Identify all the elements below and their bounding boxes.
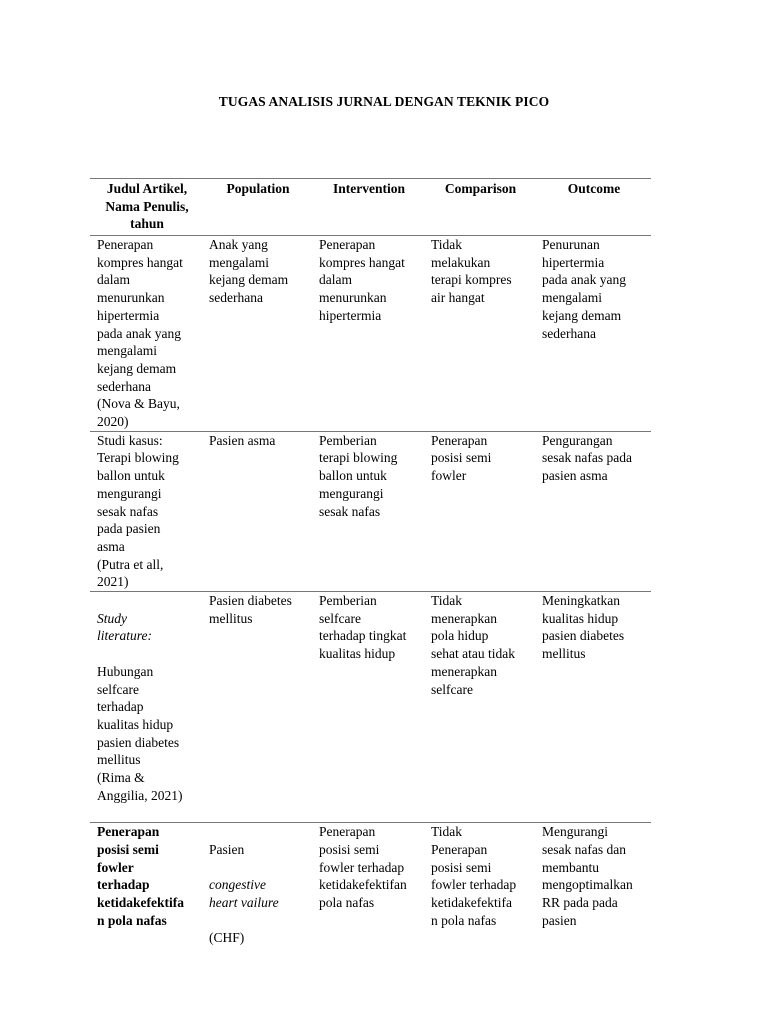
- header-population: Population: [202, 179, 312, 236]
- cell-intervention: Pemberian terapi blowing ballon untuk mengurangi sesak nafas: [312, 431, 424, 591]
- table-row: [90, 431, 651, 591]
- pico-analysis-table: [90, 178, 651, 965]
- cell-population: Pasien diabetes mellitus: [202, 592, 312, 823]
- cell-outcome: Penurunan hipertermia pada anak yang mengalami kejang demam sederhana: [535, 236, 651, 432]
- document-title: TUGAS ANALISIS JURNAL DENGAN TEKNIK PICO: [218, 94, 550, 109]
- cell-judul-italic: Study literature:: [97, 610, 152, 644]
- cell-population: [202, 823, 312, 965]
- table-row: [90, 236, 651, 432]
- cell-intervention: Pemberian selfcare terhadap tingkat kualitas hidup: [312, 592, 424, 823]
- cell-judul: Studi kasus: Terapi blowing ballon untuk mengurangi sesak nafas pada pasien asma (Putra et all, 2021): [90, 431, 202, 591]
- cell-outcome: Pengurangan sesak nafas pada pasien asma: [535, 431, 651, 591]
- cell-comparison: Tidak Penerapan posisi semi fowler terhadap ketidakefektifa n pola nafas: [424, 823, 535, 965]
- cell-judul-text: Hubungan selfcare terhadap kualitas hidup pasien diabetes mellitus (Rima & Anggilia, 2021): [97, 663, 183, 803]
- table-row: [90, 592, 651, 823]
- cell-judul: [90, 592, 202, 823]
- header-outcome: Outcome: [535, 179, 651, 236]
- cell-intervention: Penerapan posisi semi fowler terhadap ketidakefektifan pola nafas: [312, 823, 424, 965]
- table-header-row: [90, 179, 651, 236]
- header-intervention: Intervention: [312, 179, 424, 236]
- cell-population-pre: Pasien: [209, 841, 245, 857]
- cell-population: Anak yang mengalami kejang demam sederhana: [202, 236, 312, 432]
- cell-population: Pasien asma: [202, 431, 312, 591]
- cell-judul: Penerapan kompres hangat dalam menurunkan hipertermia pada anak yang mengalami kejang demam sederhana (Nova & Bayu, 2020): [90, 236, 202, 432]
- header-comparison: Comparison: [424, 179, 535, 236]
- cell-population-post: (CHF): [209, 930, 245, 946]
- table-row: [90, 823, 651, 965]
- cell-intervention: Penerapan kompres hangat dalam menurunkan hipertermia: [312, 236, 424, 432]
- cell-population-italic: congestive heart vailure: [209, 877, 279, 911]
- cell-judul: Penerapan posisi semi fowler terhadap ketidakefektifa n pola nafas: [90, 823, 202, 965]
- cell-comparison: Tidak menerapkan pola hidup sehat atau tidak menerapkan selfcare: [424, 592, 535, 823]
- cell-comparison: Tidak melakukan terapi kompres air hangat: [424, 236, 535, 432]
- header-judul-artikel: Judul Artikel, Nama Penulis, tahun: [90, 179, 202, 236]
- cell-outcome: Meningkatkan kualitas hidup pasien diabetes mellitus: [535, 592, 651, 823]
- cell-comparison: Penerapan posisi semi fowler: [424, 431, 535, 591]
- cell-outcome: Mengurangi sesak nafas dan membantu mengoptimalkan RR pada pada pasien: [535, 823, 651, 965]
